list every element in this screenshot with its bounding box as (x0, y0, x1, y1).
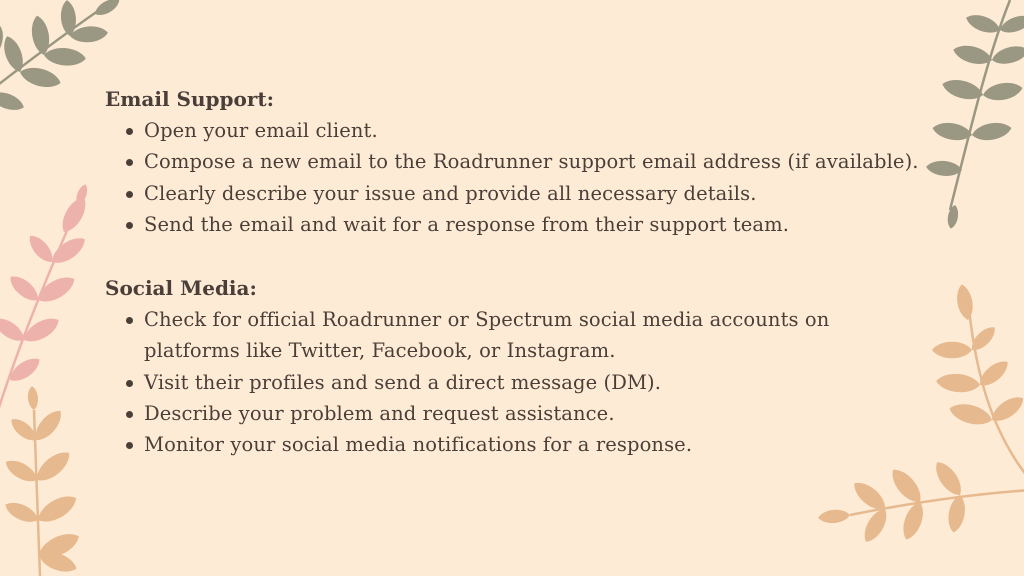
bullet-icon (126, 411, 133, 418)
list-item-text: Monitor your social media notifications for a response. (144, 433, 693, 457)
section-spacer (105, 240, 985, 273)
list-item (105, 146, 985, 177)
list-item-text: Open your email client. (144, 119, 378, 142)
email-support-section (105, 84, 985, 240)
list-item (105, 367, 985, 398)
tan-leaf-branch-bottom-left-icon (2, 386, 83, 576)
social-media-section (105, 273, 985, 460)
email-support-list (105, 115, 985, 240)
bullet-icon (126, 159, 133, 166)
bullet-icon (126, 380, 133, 387)
list-item (105, 304, 864, 367)
olive-leaf-branch-top-left-icon (0, 0, 122, 114)
list-item (105, 115, 985, 146)
list-item-text: Compose a new email to the Roadrunner support email address (if available). (144, 150, 919, 174)
pink-leaf-branch-left-icon (0, 183, 91, 420)
bullet-icon (126, 442, 133, 449)
bullet-icon (126, 128, 133, 135)
list-item-text: Describe your problem and request assistance. (144, 402, 615, 426)
list-item (105, 178, 985, 209)
bullet-icon (126, 222, 133, 229)
content (105, 84, 985, 461)
bullet-icon (126, 317, 133, 324)
social-media-list (105, 304, 985, 460)
bullet-icon (126, 191, 133, 198)
list-item-text: Clearly describe your issue and provide all necessary details. (144, 181, 757, 205)
list-item-text: Send the email and wait for a response from their support team. (144, 212, 790, 236)
list-item (105, 429, 985, 460)
list-item-text: Visit their profiles and send a direct message (DM). (144, 370, 662, 394)
list-item (105, 398, 985, 429)
section-heading-social-media: Social Media: (105, 276, 257, 301)
section-heading-email-support: Email Support: (105, 87, 274, 111)
list-item-text: Check for official Roadrunner or Spectrum social media accounts on platforms like Twitter, Facebook, or Instagram. (144, 308, 830, 363)
list-item (105, 209, 985, 240)
